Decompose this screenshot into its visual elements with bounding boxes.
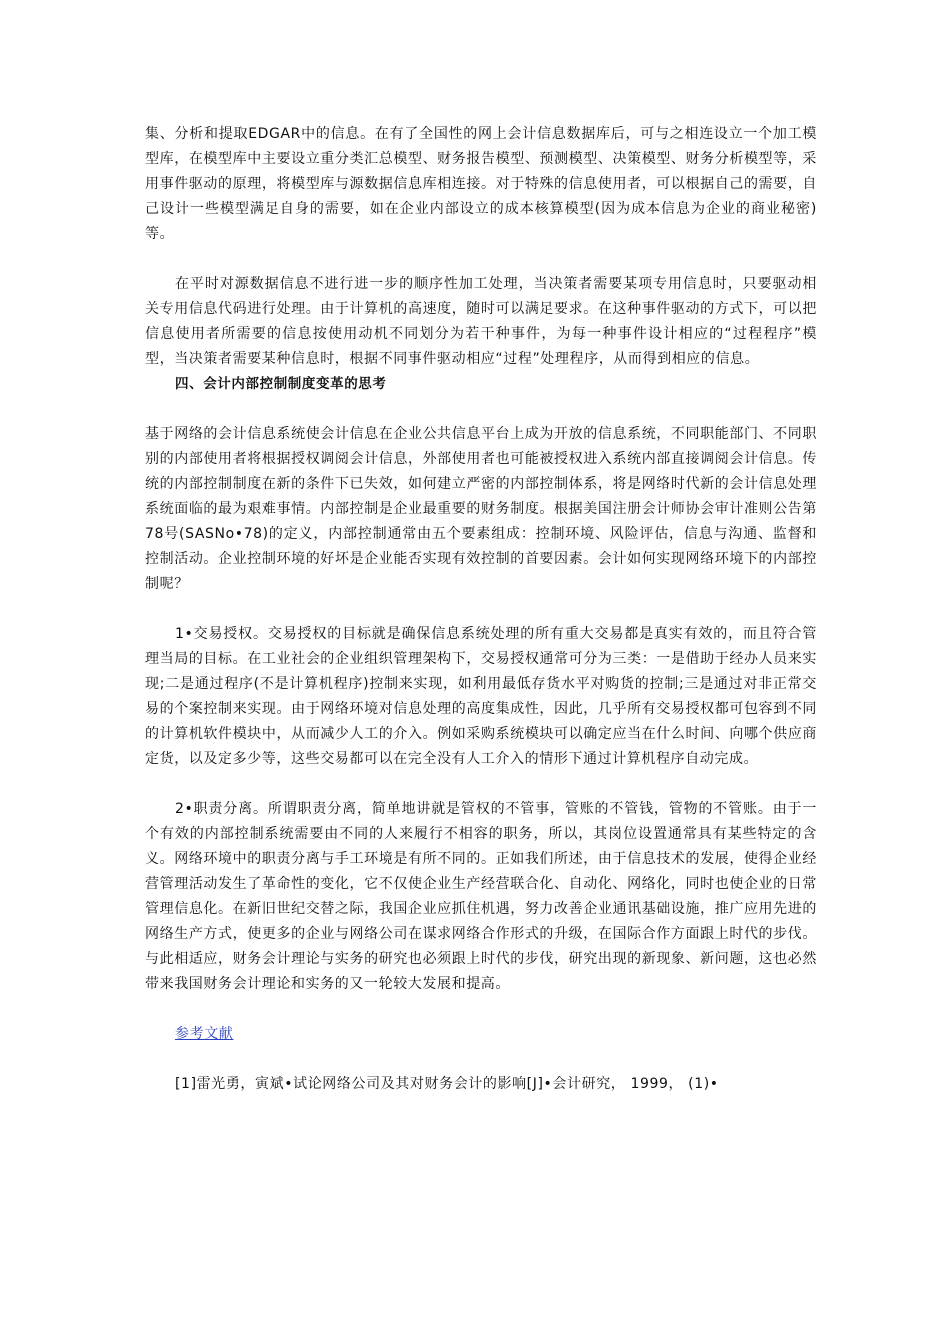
body-paragraph-1: 集、分析和提取EDGAR中的信息。在有了全国性的网上会计信息数据库后，可与之相连设立一个加工模型库，在模型库中主要设立重分类汇总模型、财务报告模型、预测模型、决策模型、财务分析模型等，采用事件驱动的原理，将模型库与源数据信息库相连接。对于特殊的信息使用者，可以根据自己的需要，自己设计一些模型满足自身的需要，如在企业内部设立的成本核算模型(因为成本信息为企业的商业秘密)等。 xyxy=(145,126,817,242)
body-paragraph-segregation-of-duties: 2•职责分离。所谓职责分离，简单地讲就是管权的不管事，管账的不管钱，管物的不管账。由于一个有效的内部控制系统需要由不同的人来履行不相容的职务，所以，其岗位设置通常具有某些特定的含义。网络环境中的职责分离与手工环境是有所不同的。正如我们所述，由于信息技术的发展，使得企业经营管理活动发生了革命性的变化，它不仅使企业生产经营联合化、自动化、网络化，同时也使企业的日常管理信息化。在新旧世纪交替之际，我国企业应抓住机遇，努力改善企业通讯基础设施，推广应用先进的网络生产方式，使更多的企业与网络公司在谋求网络合作形式的升级，在国际合作方面跟上时代的步伐。与此相适应，财务会计理论与实务的研究也必须跟上时代的步伐，研究出现的新现象、新问题，这也必然带来我国财务会计理论和实务的又一轮较大发展和提高。 xyxy=(145,801,817,992)
reference-item: [1]雷光勇，寅斌•试论网络公司及其对财务会计的影响[J]•会计研究， 1999， (1)• xyxy=(175,1076,719,1092)
body-paragraph-2: 在平时对源数据信息不进行进一步的顺序性加工处理，当决策者需要某项专用信息时，只要驱动相关专用信息代码进行处理。由于计算机的高速度，随时可以满足要求。在这种事件驱动的方式下，可以把信息使用者所需要的信息按使用动机不同划分为若干种事件，为每一种事件设计相应的“过程程序”模型，当决策者需要某种信息时，根据不同事件驱动相应“过程”处理程序，从而得到相应的信息。 xyxy=(145,276,817,367)
references-title-container xyxy=(145,1022,817,1047)
body-paragraph-3: 基于网络的会计信息系统使会计信息在企业公共信息平台上成为开放的信息系统，不同职能部门、不同职别的内部使用者将根据授权调阅会计信息，外部使用者也可能被授权进入系统内部直接调阅会计信息。传统的内部控制制度在新的条件下已失效，如何建立严密的内部控制体系，将是网络时代新的会计信息处理系统面临的最为艰难事情。内部控制是企业最重要的财务制度。根据美国注册会计师协会审计准则公告第78号(SASNo•78)的定义，内部控制通常由五个要素组成：控制环境、风险评估，信息与沟通、监督和控制活动。企业控制环境的好坏是企业能否实现有效控制的首要因素。会计如何实现网络环境下的内部控制呢？ xyxy=(145,426,817,592)
references-link[interactable]: 参考文献 xyxy=(175,1026,234,1042)
body-paragraph-transaction-authorization: 1•交易授权。交易授权的目标就是确保信息系统处理的所有重大交易都是真实有效的，而且符合管理当局的目标。在工业社会的企业组织管理架构下，交易授权通常可分为三类：一是借助于经办人员来实现;二是通过程序(不是计算机程序)控制来实现，如利用最低存货水平对购货的控制;三是通过对非正常交易的个案控制来实现。由于网络环境对信息处理的高度集成性，因此，几乎所有交易授权都可包容到不同的计算机软件模块中，从而减少人工的介入。例如采购系统模块可以确定应当在什么时间、向哪个供应商定货，以及定多少等，这些交易都可以在完全没有人工介入的情形下通过计算机程序自动完成。 xyxy=(145,626,817,767)
section-heading: 四、会计内部控制制度变革的思考 xyxy=(175,376,387,392)
document-page xyxy=(145,122,817,1097)
